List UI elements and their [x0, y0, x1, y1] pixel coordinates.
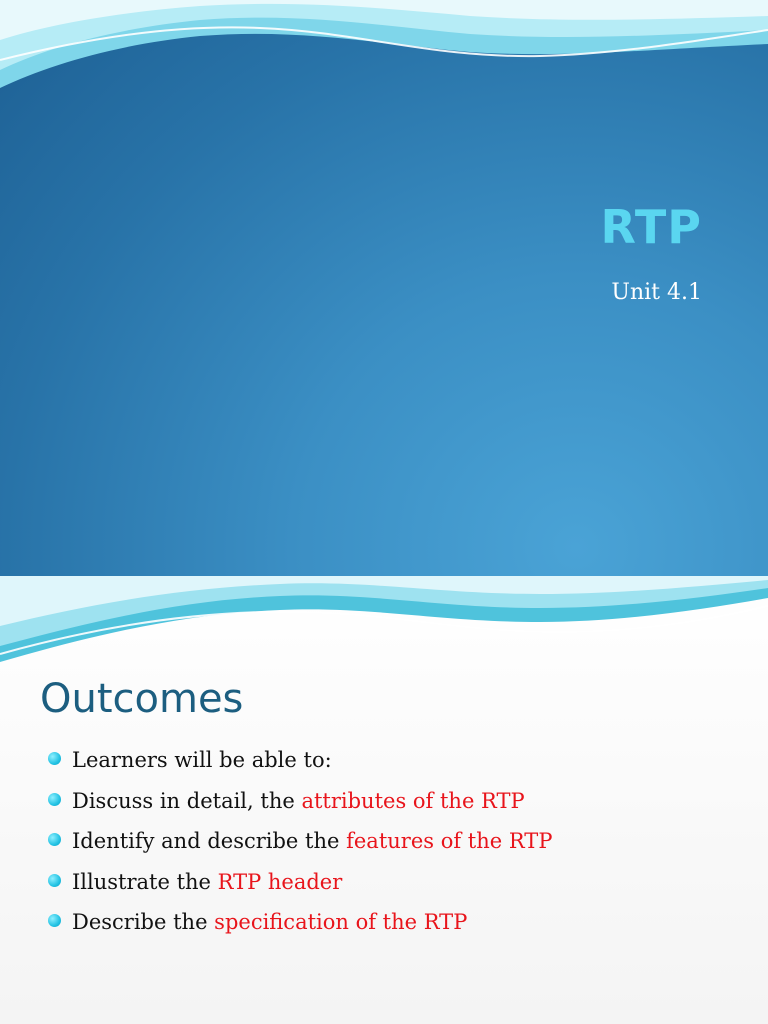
top-wave-decoration	[0, 576, 768, 676]
slide-heading: Outcomes	[40, 676, 244, 722]
outcomes-slide	[0, 576, 768, 1024]
slide-title: RTP	[600, 200, 702, 254]
item-text: Learners will be able to:	[72, 748, 332, 772]
list-item	[48, 823, 552, 864]
round-bullet-icon	[48, 833, 61, 846]
item-text: Identify and describe the	[72, 829, 347, 853]
top-wave-decoration	[0, 0, 768, 130]
item-text: Discuss in detail, the	[72, 788, 302, 813]
round-bullet-icon	[48, 914, 61, 927]
round-bullet-icon	[48, 874, 61, 887]
list-item	[48, 783, 552, 824]
item-highlight: features of the RTP	[346, 829, 553, 853]
round-bullet-icon	[48, 752, 61, 765]
item-highlight: specification of the RTP	[214, 910, 468, 934]
slide-subtitle: Unit 4.1	[611, 280, 702, 305]
list-item	[48, 864, 552, 905]
outcomes-list	[48, 742, 552, 945]
list-item	[48, 742, 552, 783]
item-highlight: attributes of the RTP	[301, 788, 525, 813]
item-text: Illustrate the	[72, 869, 218, 894]
item-text: Describe the	[72, 910, 215, 934]
list-item	[48, 904, 552, 945]
item-highlight: RTP header	[217, 869, 343, 894]
round-bullet-icon	[48, 793, 61, 806]
